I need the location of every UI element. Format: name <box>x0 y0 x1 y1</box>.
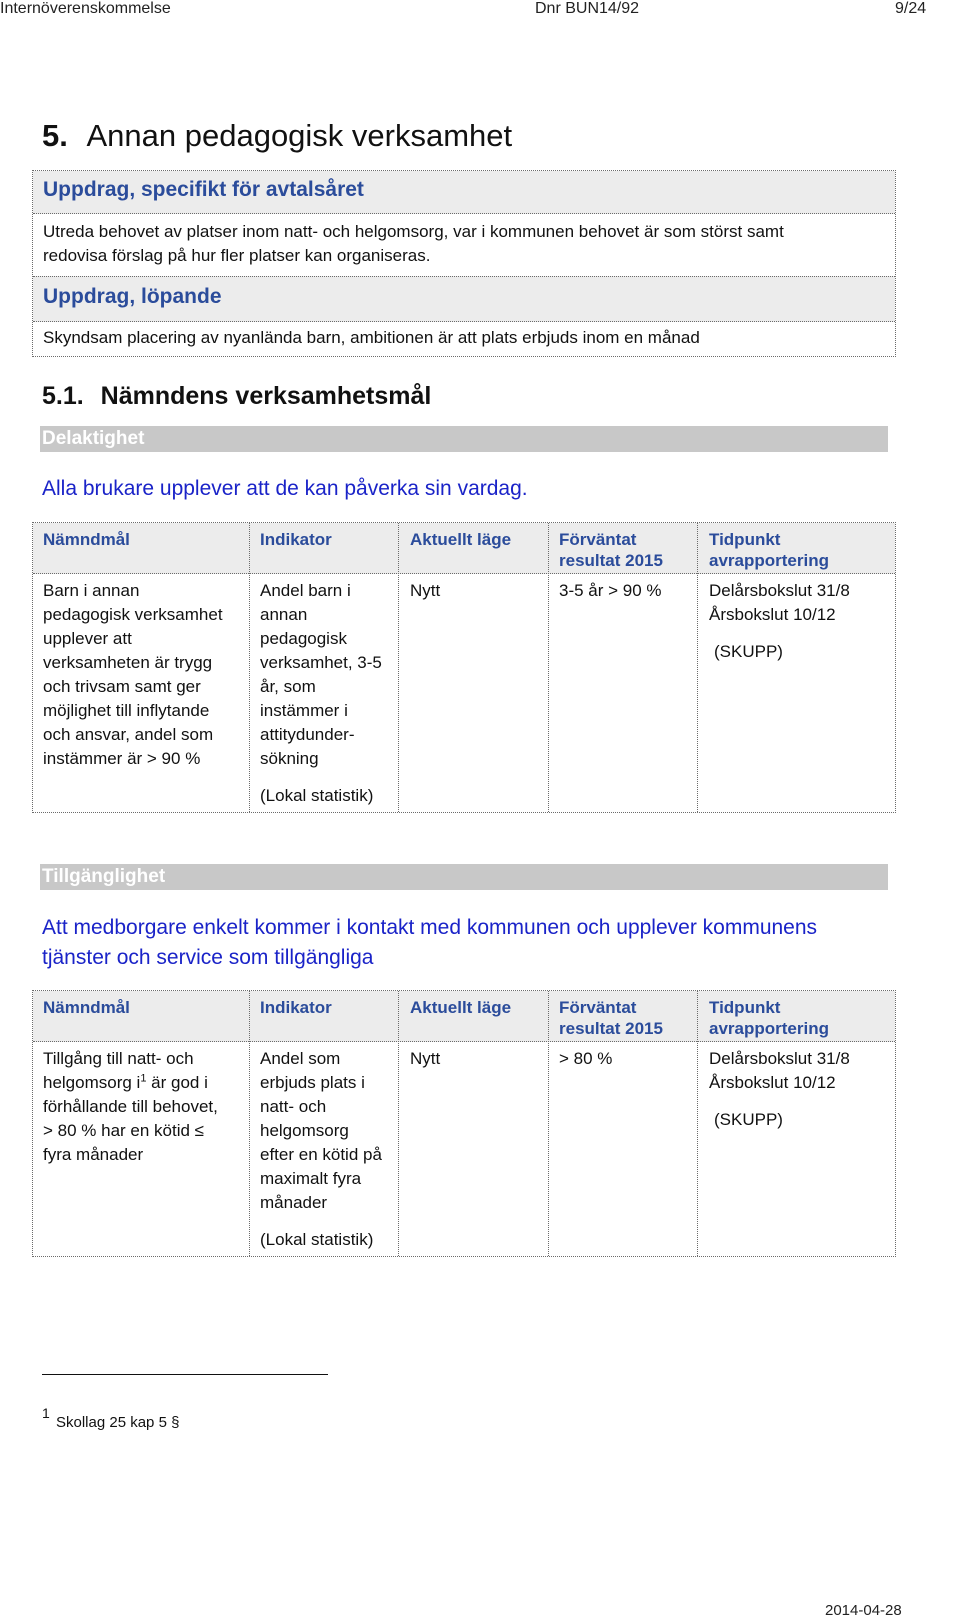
column-divider <box>548 523 549 812</box>
cell-line: månader <box>260 1193 328 1212</box>
goal-category-bar: Tillgänglighet <box>40 864 888 890</box>
cell-line: verksamhet, 3-5 <box>260 653 382 672</box>
cell-current: Nytt <box>410 581 441 600</box>
header-doc-type: Internöverenskommelse <box>0 0 171 17</box>
footnote-number: 1 <box>42 1405 50 1421</box>
cell-line: och ansvar, andel som <box>43 725 214 744</box>
goal-statement-line: Att medborgare enkelt kommer i kontakt med kommunen och upplever kommunens <box>42 916 818 939</box>
section-number: 5. <box>42 118 68 153</box>
cell-line: Delårsbokslut 31/8 <box>709 581 850 600</box>
cell-line: och trivsam samt ger <box>43 677 201 696</box>
cell-line: Barn i annan <box>43 581 140 600</box>
assignment-specific-header <box>33 171 895 214</box>
col-header-indicator: Indikator <box>260 998 332 1017</box>
col-header-current: Aktuellt läge <box>410 998 512 1017</box>
assignment-box <box>32 170 896 357</box>
col-header-report-line: Tidpunkt <box>709 530 781 549</box>
cell-line: instämmer i <box>260 701 348 720</box>
cell-line: Tillgång till natt- och <box>43 1049 194 1068</box>
table-header-row <box>33 991 895 1042</box>
goal-statement-line: tjänster och service som tillgängliga <box>42 946 374 969</box>
cell-text: är god i <box>146 1073 208 1092</box>
cell-report <box>709 1047 889 1132</box>
col-header-expected-line: resultat 2015 <box>559 551 663 570</box>
cell-line: sökning <box>260 749 319 768</box>
col-header-report <box>709 529 829 571</box>
cell-line: förhållande till behovet, <box>43 1097 218 1116</box>
col-header-indicator: Indikator <box>260 530 332 549</box>
col-header-goal: Nämndmål <box>43 530 130 549</box>
assignment-specific-line: redovisa förslag på hur fler platser kan organiseras. <box>43 246 431 265</box>
subsection-number: 5.1. <box>42 382 84 410</box>
goals-table <box>32 522 896 813</box>
column-divider <box>548 991 549 1256</box>
footnote-reference[interactable]: 1 <box>140 1072 147 1085</box>
goal-category-bar: Delaktighet <box>40 426 888 452</box>
assignment-specific-line: Utreda behovet av platser inom natt- och helgomsorg, var i kommunen behovet är som störst samt <box>43 222 784 241</box>
assignment-ongoing-text: Skyndsam placering av nyanlända barn, ambitionen är att plats erbjuds inom en månad <box>43 328 700 347</box>
footnote-separator <box>42 1374 328 1375</box>
header-page-number: 9/24 <box>895 0 927 17</box>
col-header-goal: Nämndmål <box>43 998 130 1017</box>
cell-indicator <box>260 579 395 808</box>
column-divider <box>697 991 698 1256</box>
cell-line: pedagogisk verksamhet <box>43 605 223 624</box>
col-header-report-line: avrapportering <box>709 1019 829 1038</box>
report-source: (SKUPP) <box>714 642 783 661</box>
cell-line: Andel som <box>260 1049 341 1068</box>
cell-indicator <box>260 1047 395 1252</box>
cell-line: helgomsorg <box>260 1121 349 1140</box>
cell-line: fyra månader <box>43 1145 144 1164</box>
section-title-text: Annan pedagogisk verksamhet <box>86 118 513 153</box>
cell-line: Delårsbokslut 31/8 <box>709 1049 850 1068</box>
column-divider <box>398 523 399 812</box>
cell-line: efter en kötid på <box>260 1145 382 1164</box>
assignment-specific-text <box>43 220 883 268</box>
goal-statement: Alla brukare upplever att de kan påverka sin vardag. <box>42 477 528 500</box>
col-header-expected-line: Förväntat <box>559 998 637 1017</box>
column-divider <box>398 991 399 1256</box>
assignment-ongoing-header <box>33 276 895 322</box>
column-divider <box>249 523 250 812</box>
cell-text: helgomsorg i <box>43 1073 141 1092</box>
assignment-specific-heading: Uppdrag, specifikt för avtalsåret <box>43 178 364 201</box>
report-source: (SKUPP) <box>714 1110 783 1129</box>
table-header-row <box>33 523 895 574</box>
cell-expected: 3-5 år > 90 % <box>559 581 662 600</box>
cell-line: instämmer är > 90 % <box>43 749 201 768</box>
cell-goal <box>43 579 243 771</box>
subsection-title-text: Nämndens verksamhetsmål <box>100 382 432 410</box>
cell-line: möjlighet till inflytande <box>43 701 210 720</box>
cell-line: annan <box>260 605 308 624</box>
column-divider <box>249 991 250 1256</box>
cell-line: attitydunder- <box>260 725 355 744</box>
cell-line: natt- och <box>260 1097 327 1116</box>
col-header-expected <box>559 529 663 571</box>
cell-line: upplever att <box>43 629 132 648</box>
goals-table <box>32 990 896 1257</box>
cell-expected: > 80 % <box>559 1049 613 1068</box>
header-reference: Dnr BUN14/92 <box>535 0 640 17</box>
cell-report <box>709 579 889 664</box>
cell-line: maximalt fyra <box>260 1169 362 1188</box>
cell-line: erbjuds plats i <box>260 1073 365 1092</box>
column-divider <box>697 523 698 812</box>
assignment-ongoing-heading: Uppdrag, löpande <box>43 285 222 308</box>
col-header-report-line: Tidpunkt <box>709 998 781 1017</box>
col-header-expected <box>559 997 663 1039</box>
col-header-expected-line: resultat 2015 <box>559 1019 663 1038</box>
cell-goal <box>43 1047 243 1167</box>
col-header-expected-line: Förväntat <box>559 530 637 549</box>
col-header-report <box>709 997 829 1039</box>
footnote-text: Skollag 25 kap 5 § <box>56 1414 180 1431</box>
cell-line: år, som <box>260 677 316 696</box>
indicator-source: (Lokal statistik) <box>260 1230 374 1249</box>
cell-line: pedagogisk <box>260 629 347 648</box>
cell-current: Nytt <box>410 1049 441 1068</box>
indicator-source: (Lokal statistik) <box>260 786 374 805</box>
footer-date: 2014-04-28 <box>825 1602 902 1619</box>
col-header-current: Aktuellt läge <box>410 530 512 549</box>
cell-line: > 80 % har en kötid ≤ <box>43 1121 205 1140</box>
cell-line: Årsbokslut 10/12 <box>709 1073 836 1092</box>
col-header-report-line: avrapportering <box>709 551 829 570</box>
cell-line: verksamheten är trygg <box>43 653 213 672</box>
cell-line: Årsbokslut 10/12 <box>709 605 836 624</box>
subsection-title <box>42 382 431 411</box>
cell-line <box>43 1071 243 1095</box>
goal-statement <box>42 913 817 973</box>
section-title <box>42 118 512 154</box>
cell-line: Andel barn i <box>260 581 351 600</box>
